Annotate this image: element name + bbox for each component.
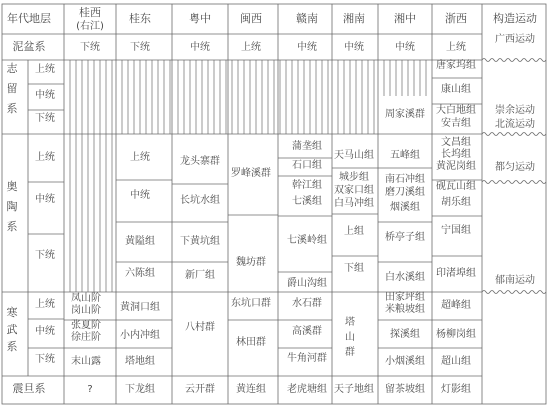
unconformity-wave bbox=[482, 181, 546, 184]
cell-zd-minxi: 黄连组 bbox=[236, 384, 266, 395]
cell-zx-anji: 安吉组 bbox=[441, 118, 471, 129]
cell-xz-baishuixi: 白水溪组 bbox=[385, 272, 425, 283]
cell-gn-niutoudong: 牛角河群 bbox=[287, 353, 327, 364]
cell-zx-hule: 胡乐组 bbox=[441, 197, 471, 208]
cell-gd-zhongtong: 中统 bbox=[130, 190, 150, 201]
cell-zx-yangliugang: 杨柳岗组 bbox=[436, 329, 476, 340]
cell-zx-chaofeng: 超峰组 bbox=[441, 300, 471, 311]
system-zhendan: 震旦系 bbox=[12, 382, 46, 395]
cell-dev-gannan: 中统 bbox=[297, 42, 317, 53]
system-hanwu-2: 武 bbox=[6, 323, 18, 336]
cell-xz-liuchapo: 留茶坡组 bbox=[385, 384, 425, 395]
system-zhiliu-2: 留 bbox=[6, 82, 18, 95]
series-ao-middle: 中统 bbox=[35, 194, 55, 205]
cell-xz-zhoujiaxi: 周家溪群 bbox=[385, 109, 425, 120]
series-zl-lower: 下统 bbox=[35, 113, 55, 124]
cell-xn-shuangjiakou: 双家口组 bbox=[334, 185, 374, 196]
tectonic-beiliu: 北流运动 bbox=[495, 119, 535, 130]
system-aotao-3: 系 bbox=[6, 220, 18, 233]
cell-gd-huangyin: 黄隘组 bbox=[125, 236, 155, 247]
cell-gn-ganjiang: 幹江组 bbox=[292, 180, 322, 191]
cell-xn-xia: 下组 bbox=[344, 263, 364, 274]
unconformity-wave bbox=[482, 291, 546, 294]
cell-xn-tashan-2: 山 bbox=[345, 332, 355, 343]
cell-xn-tianmashan: 天马山组 bbox=[334, 150, 374, 161]
cell-zd-gannan: 老虎塘组 bbox=[287, 384, 327, 395]
cell-zx-huangnigang: 黄泥岗组 bbox=[436, 161, 476, 172]
cell-zx-yanwashan: 砚瓦山组 bbox=[436, 181, 476, 192]
unconformity-wave bbox=[482, 133, 546, 136]
system-aotao-2: 陶 bbox=[6, 200, 18, 213]
cell-xz-yanxi: 烟溪组 bbox=[390, 202, 420, 213]
series-zl-middle: 中统 bbox=[35, 90, 55, 101]
cell-xz-xiaoyanxi: 小烟溪组 bbox=[385, 356, 425, 367]
cell-dev-xiangzhong: 中统 bbox=[395, 42, 415, 53]
cell-zd-guixi: ? bbox=[87, 384, 93, 395]
cell-gd-xiaoneichong: 小内冲组 bbox=[120, 330, 160, 341]
cell-dev-guixi: 下统 bbox=[80, 42, 100, 53]
cell-zx-chaoshan: 超山组 bbox=[441, 356, 471, 367]
cell-zx-ningguo: 宁国组 bbox=[441, 225, 471, 236]
cell-xn-tashan-3: 群 bbox=[345, 347, 355, 358]
cell-gn-shanshangou: 爵山沟组 bbox=[287, 278, 327, 289]
cell-gd-liuchen: 六陈组 bbox=[125, 268, 155, 279]
cell-gn-shuishi: 水石群 bbox=[292, 298, 322, 309]
cell-xn-shang: 上组 bbox=[344, 226, 364, 237]
cell-xn-tashan-1: 塔 bbox=[345, 317, 355, 328]
header-xiangzhong: 湘中 bbox=[394, 12, 416, 25]
system-zhiliu-1: 志 bbox=[6, 62, 18, 75]
cell-zx-tangjiawu: 唐家坞组 bbox=[436, 60, 476, 71]
cell-dev-zhexi: 上统 bbox=[446, 42, 466, 53]
tectonic-guangxi: 广西运动 bbox=[495, 34, 535, 45]
cell-xz-qiaotingzi: 桥亭子组 bbox=[385, 232, 425, 243]
cell-zx-dengying: 灯影组 bbox=[441, 384, 471, 395]
header-minxi: 闽西 bbox=[240, 12, 262, 25]
cell-dev-minxi: 上统 bbox=[241, 42, 261, 53]
cell-gn-qixi: 七溪组 bbox=[292, 196, 322, 207]
cell-zd-guidong: 下龙组 bbox=[125, 384, 155, 395]
cell-yz-xiafanken: 下黄坑组 bbox=[180, 236, 220, 247]
unconformity-wave bbox=[482, 59, 546, 62]
cell-xz-nanshichong: 南石冲组 bbox=[385, 174, 425, 185]
cell-dev-guidong: 下统 bbox=[130, 42, 150, 53]
cell-xz-wufeng: 五峰组 bbox=[390, 150, 420, 161]
header-xiangnan: 湘南 bbox=[343, 12, 365, 25]
cell-gx-fengshan: 凤山阶 bbox=[71, 293, 101, 304]
cell-dev-xiangnan: 中统 bbox=[344, 42, 364, 53]
cell-zx-yinzhu: 印渚埠组 bbox=[436, 268, 476, 279]
cell-yz-xinchang: 新厂组 bbox=[185, 270, 215, 281]
cell-zx-changwu: 长坞组 bbox=[441, 149, 471, 160]
cell-xz-tianjiaping: 田家坪组 bbox=[385, 292, 425, 303]
system-nipen: 泥盆系 bbox=[12, 40, 46, 53]
cell-gx-changshan: 岗山阶 bbox=[71, 305, 101, 316]
series-ao-lower: 下统 bbox=[35, 250, 55, 261]
header-era: 年代地层 bbox=[7, 12, 51, 25]
tectonic-yunan: 郁南运动 bbox=[495, 275, 535, 286]
system-hanwu-1: 寒 bbox=[6, 306, 18, 319]
system-hanwu-3: 系 bbox=[6, 340, 18, 353]
cell-zd-xiangnan: 天子地组 bbox=[334, 384, 374, 395]
cell-gn-qixiling: 七溪岭组 bbox=[287, 235, 327, 246]
unconformity-waves bbox=[482, 59, 546, 294]
cell-gx-mochou: 末山露 bbox=[71, 356, 101, 367]
system-aotao-1: 奥 bbox=[6, 180, 18, 193]
header-tectonic: 构造运动 bbox=[493, 12, 537, 25]
series-hw-lower: 下统 bbox=[35, 354, 55, 365]
cell-gx-xuzhuang: 徐庄阶 bbox=[71, 332, 101, 343]
system-zhiliu-3: 系 bbox=[6, 102, 18, 115]
cell-xz-tanxi: 探溪组 bbox=[390, 329, 420, 340]
cell-mx-lintian: 林田群 bbox=[236, 337, 266, 348]
cell-yz-changkengshui: 长坑水组 bbox=[180, 195, 220, 206]
series-ao-upper: 上统 bbox=[35, 152, 55, 163]
cell-xz-miliangpo: 米粮坡组 bbox=[385, 304, 425, 315]
cell-zx-dabaidi: 大白地组 bbox=[436, 105, 476, 116]
cell-gn-shikou: 石口组 bbox=[292, 160, 322, 171]
cell-gn-pudi: 蒲垄组 bbox=[292, 141, 322, 152]
cell-gd-huangdongkou: 黄洞口组 bbox=[120, 302, 160, 313]
series-zl-upper: 上统 bbox=[35, 64, 55, 75]
cell-yz-longtouzhai: 龙头寨群 bbox=[180, 156, 220, 167]
tectonic-chongyu: 崇余运动 bbox=[495, 105, 535, 116]
cell-xn-baimachong: 白马冲组 bbox=[334, 198, 374, 209]
header-guidong: 桂东 bbox=[129, 12, 151, 25]
cell-mx-luoyunxi: 罗峰溪群 bbox=[231, 168, 271, 179]
cell-gd-taidi: 塔地组 bbox=[125, 356, 155, 367]
tectonic-duyun: 都匀运动 bbox=[495, 162, 535, 173]
cell-dev-yuezhong: 中统 bbox=[190, 42, 210, 53]
cell-mx-weifang: 魏坊群 bbox=[236, 257, 266, 268]
header-guixi: 桂西 bbox=[79, 6, 101, 19]
cell-gd-shangtong: 上统 bbox=[130, 152, 150, 163]
cell-xn-chengbu: 城步组 bbox=[339, 172, 369, 183]
series-hw-middle: 中统 bbox=[35, 326, 55, 337]
series-hw-upper: 上统 bbox=[35, 299, 55, 310]
header-gannan: 赣南 bbox=[296, 12, 318, 25]
cell-zx-wenchang: 文昌组 bbox=[441, 137, 471, 148]
cell-gn-gaoxi: 高溪群 bbox=[292, 326, 322, 337]
header-yuezhong: 粤中 bbox=[189, 12, 211, 25]
cell-yz-bacun: 八村群 bbox=[185, 322, 215, 333]
header-guixi-sub: (右江) bbox=[76, 21, 104, 32]
cell-mx-dongkengkou: 东坑口群 bbox=[231, 298, 271, 309]
cell-gx-zhangxia: 张夏阶 bbox=[71, 320, 101, 331]
header-zhexi: 浙西 bbox=[445, 12, 467, 25]
cell-zd-yuezhong: 云开群 bbox=[185, 384, 215, 395]
cell-zx-kangshan: 康山组 bbox=[441, 84, 471, 95]
cell-xz-modaoxi: 磨刀溪组 bbox=[385, 187, 425, 198]
